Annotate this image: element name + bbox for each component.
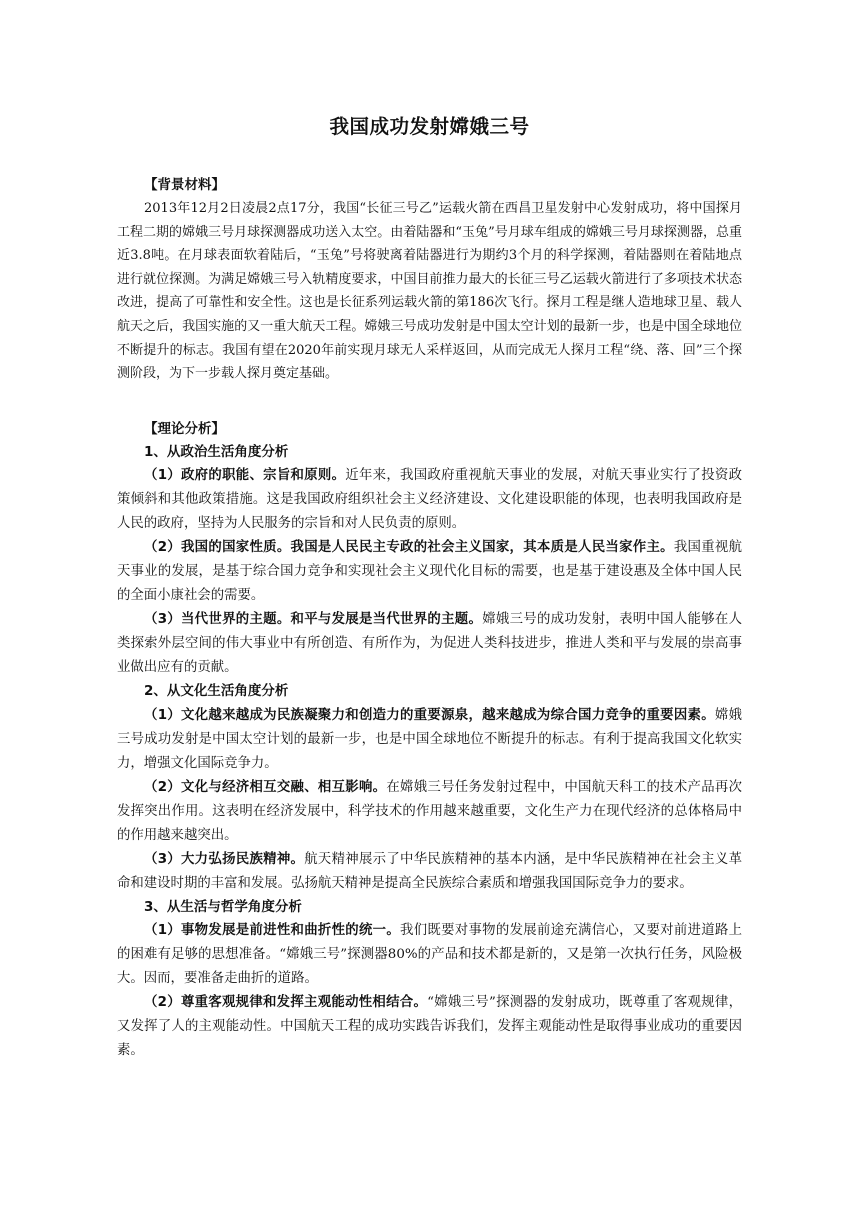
paragraph bbox=[117, 776, 742, 848]
paragraph-text: 我们既要对事物的发展前途充满信心，又要对前进道路上的困难有足够的思想准备。“嫦娥三号”探测器80%的产品和技术都是新的，又是第一次执行任务，风险极大。因而，要准备走曲折的道路。 bbox=[117, 923, 742, 987]
background-label: 【背景材料】 bbox=[144, 177, 225, 193]
document-page bbox=[117, 112, 742, 1063]
paragraph-lead: （1）事物发展是前进性和曲折性的统一。 bbox=[144, 923, 401, 939]
analysis-section bbox=[117, 418, 742, 1064]
paragraph-lead: （1）文化越来越成为民族凝聚力和创造力的重要源泉，越来越成为综合国力竞争的重要因素。 bbox=[144, 707, 715, 723]
section-heading-culture: 2、从文化生活角度分析 bbox=[144, 683, 289, 700]
paragraph-lead: （3）当代世界的主题。和平与发展是当代世界的主题。 bbox=[144, 612, 483, 628]
paragraph bbox=[117, 848, 742, 896]
paragraph-text: 近年来，我国政府重视航天事业的发展，对航天事业实行了投资政策倾斜和其他政策措施。这是我国政府组织社会主义经济建设、文化建设职能的体现，也表明我国政府是人民的政府，坚持为人民服务的宗旨和对人民负责的原则。 bbox=[117, 468, 742, 532]
paragraph bbox=[117, 919, 742, 991]
analysis-label: 【理论分析】 bbox=[144, 420, 225, 437]
paragraph-text: 在嫦娥三号任务发射过程中，中国航天科工的技术产品再次发挥突出作用。这表明在经济发展中，科学技术的作用越来越重要，文化生产力在现代经济的总体格局中的作用越来越突出。 bbox=[117, 779, 742, 843]
paragraph-text: 嫦娥三号的成功发射，表明中国人能够在人类探索外层空间的伟大事业中有所创造、有所作为，为促进人类科技进步，推进人类和平与发展的崇高事业做出应有的贡献。 bbox=[117, 612, 742, 676]
paragraph-lead: （3）大力弘扬民族精神。 bbox=[144, 851, 305, 867]
paragraph bbox=[117, 991, 742, 1063]
section-spacer bbox=[117, 386, 742, 418]
paragraph bbox=[117, 608, 742, 680]
paragraph-lead: （2）尊重客观规律和发挥主观能动性相结合。 bbox=[144, 995, 428, 1011]
paragraph bbox=[117, 704, 742, 776]
section-heading-politics: 1、从政治生活角度分析 bbox=[144, 443, 289, 460]
paragraph-text: 嫦娥三号成功发射是中国太空计划的最新一步，也是中国全球地位不断提升的标志。有利于提高我国文化软实力，增强文化国际竞争力。 bbox=[117, 707, 742, 771]
paragraph-lead: （2）文化与经济相互交融、相互影响。 bbox=[144, 779, 387, 795]
paragraph-text: 航天精神展示了中华民族精神的基本内涵，是中华民族精神在社会主义革命和建设时期的丰富和发展。弘扬航天精神是提高全民族综合素质和增强我国国际竞争力的要求。 bbox=[117, 851, 742, 891]
background-text: 2013年12月2日凌晨2点17分，我国“长征三号乙”运载火箭在西昌卫星发射中心发射成功，将中国探月工程二期的嫦娥三号月球探测器成功送入太空。由着陆器和“玉兔”号月球车组成的嫦娥三号月球探测器，总重近3.8吨。在月球表面软着陆后，“玉兔”号将驶离着陆器进行为期约3个月的科学探测，着陆器则在着陆地点进行就位探测。为满足嫦娥三号入轨精度要求，中国目前推力最大的长征三号乙运载火箭进行了多项技术状态改进，提高了可靠性和安全性。这也是长征系列运载火箭的第186次飞行。探月工程是继人造地球卫星、载人航天之后，我国实施的又一重大航天工程。嫦娥三号成功发射是中国太空计划的最新一步，也是中国全球地位不断提升的标志。我国有望在2020年前实现月球无人采样返回，从而完成无人探月工程“绕、落、回”三个探测阶段，为下一步载人探月奠定基础。 bbox=[117, 201, 742, 382]
document-title: 我国成功发射嫦娥三号 bbox=[329, 115, 530, 138]
background-section bbox=[117, 174, 742, 386]
paragraph-text: “嫦娥三号”探测器的发射成功，既尊重了客观规律，又发挥了人的主观能动性。中国航天工程的成功实践告诉我们，发挥主观能动性是取得事业成功的重要因素。 bbox=[117, 995, 742, 1059]
paragraph-lead: （1）政府的职能、宗旨和原则。 bbox=[144, 468, 346, 484]
paragraph bbox=[117, 464, 742, 536]
paragraph bbox=[117, 536, 742, 608]
paragraph-lead: （2）我国的国家性质。我国是人民民主专政的社会主义国家，其本质是人民当家作主。 bbox=[144, 540, 674, 556]
section-heading-philosophy: 3、从生活与哲学角度分析 bbox=[144, 898, 302, 915]
paragraph-text: 我国重视航天事业的发展，是基于综合国力竞争和实现社会主义现代化目标的需要，也是基于建设惠及全体中国人民的全面小康社会的需要。 bbox=[117, 540, 742, 604]
